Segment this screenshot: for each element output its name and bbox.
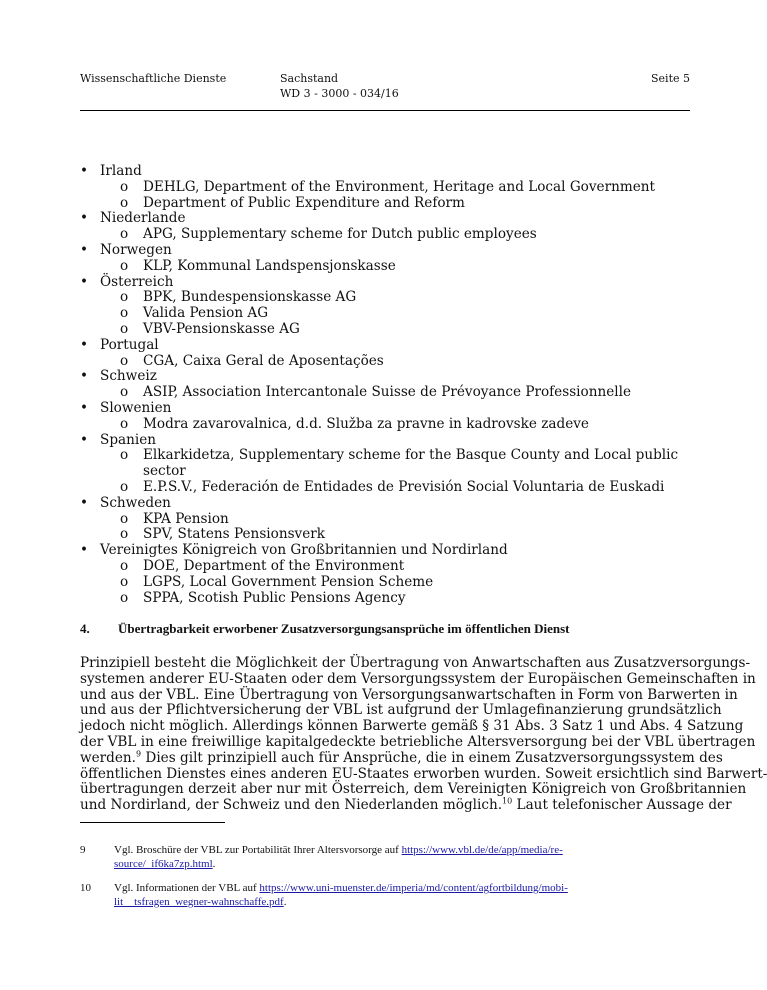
country-name: Norwegen xyxy=(100,241,172,258)
paragraph-line: der VBL in eine freiwillige kapitalgedeckte betriebliche Altersversorgung bei der VBL übertragen xyxy=(80,733,756,750)
paragraph-line: systemen anderer EU-Staaten oder dem Versorgungssystem der Europäischen Gemeinschaften in xyxy=(80,670,756,687)
country-item xyxy=(80,243,690,259)
bullet-icon: • xyxy=(80,431,89,448)
institution-item xyxy=(80,480,690,496)
institution-item xyxy=(80,448,690,480)
bullet-icon: • xyxy=(80,399,89,416)
institution-item xyxy=(80,227,690,243)
paragraph-line: und aus der VBL. Eine Übertragung von Versorgungsanwartschaften in Form von Barwerten in xyxy=(80,686,738,703)
sub-bullet-icon: o xyxy=(120,384,129,401)
footnote-end: . xyxy=(283,896,287,908)
sub-bullet-icon: o xyxy=(120,194,129,211)
bullet-icon: • xyxy=(80,163,89,179)
country-item xyxy=(80,433,690,449)
paragraph-text: Laut telefonischer Aussage der xyxy=(512,797,732,814)
paragraph-line: und aus der Pflichtversicherung der VBL ist aufgrund der Umlagefinanzierung grundsätzlich xyxy=(80,702,722,719)
sub-bullet-icon: o xyxy=(120,557,129,574)
institution-name: DOE, Department of the Environment xyxy=(143,557,405,574)
institution-item xyxy=(80,259,690,275)
footnote-end: . xyxy=(212,858,216,870)
sub-bullet-icon: o xyxy=(120,478,129,495)
institution-name: Valida Pension AG xyxy=(143,305,269,322)
country-name: Niederlande xyxy=(100,210,186,227)
paragraph-text: werden. xyxy=(80,749,137,766)
country-item xyxy=(80,401,690,417)
institution-name: SPV, Statens Pensionsverk xyxy=(143,526,326,543)
paragraph-line: Prinzipiell besteht die Möglichkeit der Übertragung von Anwartschaften aus Zusatzversorgungs- xyxy=(80,655,751,671)
institution-name: CGA, Caixa Geral de Aposentações xyxy=(143,352,384,369)
paragraph-line xyxy=(80,796,732,814)
paragraph-text: Dies gilt prinzipiell auch für Ansprüche, die in einem Zusatzversorgungssystem des xyxy=(141,749,723,766)
sub-bullet-icon: o xyxy=(120,305,129,322)
country-list xyxy=(80,164,690,606)
footnote-number: 9 xyxy=(80,844,86,856)
country-item xyxy=(80,211,690,227)
bullet-icon: • xyxy=(80,368,89,385)
sub-bullet-icon: o xyxy=(120,589,129,606)
footnote-link-part[interactable]: source/_if6ka7zp.html xyxy=(114,858,213,870)
sub-bullet-icon: o xyxy=(120,415,129,432)
sub-bullet-icon: o xyxy=(120,289,129,306)
bullet-icon: • xyxy=(80,542,89,559)
footnote-lead: Vgl. Broschüre der VBL zur Portabilität Ihrer Altersvorsorge auf xyxy=(114,844,402,856)
section-title: Übertragbarkeit erworbener Zusatzversorgungsansprüche im öffentlichen Dienst xyxy=(118,621,570,636)
footnote-lead: Vgl. Informationen der VBL auf xyxy=(114,882,260,894)
institution-name: DEHLG, Department of the Environment, Heritage and Local Government xyxy=(143,178,655,195)
sub-bullet-icon: o xyxy=(120,226,129,243)
sub-bullet-icon: o xyxy=(120,573,129,590)
footnote-9 xyxy=(80,843,640,871)
sub-bullet-icon: o xyxy=(120,178,129,195)
footnote-link-part[interactable]: https://www.uni-muenster.de/imperia/md/content/agfortbildung/mobi- xyxy=(259,882,568,894)
country-name: Spanien xyxy=(100,431,157,448)
sub-bullet-icon: o xyxy=(120,320,129,337)
institution-item xyxy=(80,527,690,543)
paragraph-line xyxy=(80,749,723,767)
institution-name: KPA Pension xyxy=(143,510,229,527)
institution-name: APG, Supplementary scheme for Dutch public employees xyxy=(143,226,537,243)
institution-item xyxy=(80,290,690,306)
institution-item xyxy=(80,559,690,575)
header-doc-kind: Sachstand xyxy=(280,72,339,85)
sub-bullet-icon: o xyxy=(120,352,129,369)
institution-item xyxy=(80,591,690,607)
country-item xyxy=(80,496,690,512)
footnote-text xyxy=(114,881,640,909)
bullet-icon: • xyxy=(80,241,89,258)
header-divider xyxy=(80,110,690,111)
institution-item xyxy=(80,196,690,212)
sub-bullet-icon: o xyxy=(120,257,129,274)
footnote-link-part[interactable]: https://www.vbl.de/de/app/media/re- xyxy=(401,844,563,856)
footnote-number: 10 xyxy=(80,882,91,894)
institution-name: KLP, Kommunal Landspensjonskasse xyxy=(143,257,396,274)
header-page-number: Seite 5 xyxy=(651,72,690,85)
header-doc-number: WD 3 - 3000 - 034/16 xyxy=(280,87,399,100)
country-name: Portugal xyxy=(100,336,159,353)
institution-item xyxy=(80,322,690,338)
sub-bullet-icon: o xyxy=(120,526,129,543)
footnote-ref-9[interactable]: 9 xyxy=(136,749,142,759)
country-name: Österreich xyxy=(100,273,174,290)
country-name: Irland xyxy=(100,163,142,179)
institution-name: Elkarkidetza, Supplementary scheme for the Basque County and Local public sector xyxy=(143,447,679,480)
bullet-icon: • xyxy=(80,210,89,227)
country-name: Slowenien xyxy=(100,399,172,416)
bullet-icon: • xyxy=(80,273,89,290)
country-name: Vereinigtes Königreich von Großbritannien und Nordirland xyxy=(100,542,508,559)
header-institution: Wissenschaftliche Dienste xyxy=(80,72,227,85)
country-item xyxy=(80,543,690,559)
footnote-10 xyxy=(80,881,640,909)
institution-name: Modra zavarovalnica, d.d. Služba za pravne in kadrovske zadeve xyxy=(143,415,589,432)
country-item xyxy=(80,338,690,354)
country-item xyxy=(80,369,690,385)
institution-name: BPK, Bundespensionskasse AG xyxy=(143,289,357,306)
bullet-icon: • xyxy=(80,336,89,353)
country-name: Schweden xyxy=(100,494,171,511)
institution-name: VBV-Pensionskasse AG xyxy=(143,320,300,337)
paragraph-line: übertragungen derzeit aber nur mit Österreich, dem Vereinigten Königreich von Großbritannien xyxy=(80,781,747,798)
sub-bullet-icon: o xyxy=(120,447,129,464)
institution-name: Department of Public Expenditure and Reform xyxy=(143,194,465,211)
paragraph-text: und Nordirland, der Schweiz und den Niederlanden möglich. xyxy=(80,797,503,814)
institution-item xyxy=(80,354,690,370)
institution-item xyxy=(80,306,690,322)
institution-name: E.P.S.V., Federación de Entidades de Previsión Social Voluntaria de Euskadi xyxy=(143,478,665,495)
sub-bullet-icon: o xyxy=(120,510,129,527)
section-number: 4. xyxy=(80,621,90,636)
paragraph-line: jedoch nicht möglich. Allerdings können Barwerte gemäß § 31 Abs. 3 Satz 1 und Abs. 4 Satzung xyxy=(80,718,744,735)
institution-name: LGPS, Local Government Pension Scheme xyxy=(143,573,434,590)
footnote-text xyxy=(114,843,640,871)
institution-item xyxy=(80,575,690,591)
institution-item xyxy=(80,180,690,196)
header-document-type xyxy=(280,71,399,101)
institution-name: SPPA, Scotish Public Pensions Agency xyxy=(143,589,406,606)
footnote-divider xyxy=(80,822,225,823)
institution-name: ASIP, Association Intercantonale Suisse de Prévoyance Professionnelle xyxy=(143,384,631,401)
paragraph-line: öffentlichen Dienstes eines anderen EU-Staates erworben wurden. Soweit ersichtlich sind Barwert- xyxy=(80,765,767,782)
institution-item xyxy=(80,417,690,433)
body-paragraph xyxy=(80,655,767,814)
institution-item xyxy=(80,385,690,401)
bullet-icon: • xyxy=(80,494,89,511)
institution-item xyxy=(80,512,690,528)
country-item xyxy=(80,164,690,180)
country-name: Schweiz xyxy=(100,368,157,385)
footnote-ref-10[interactable]: 10 xyxy=(502,796,513,806)
footnote-link-part[interactable]: lit__tsfragen_wegner-wahnschaffe.pdf xyxy=(114,896,284,908)
country-item xyxy=(80,275,690,291)
